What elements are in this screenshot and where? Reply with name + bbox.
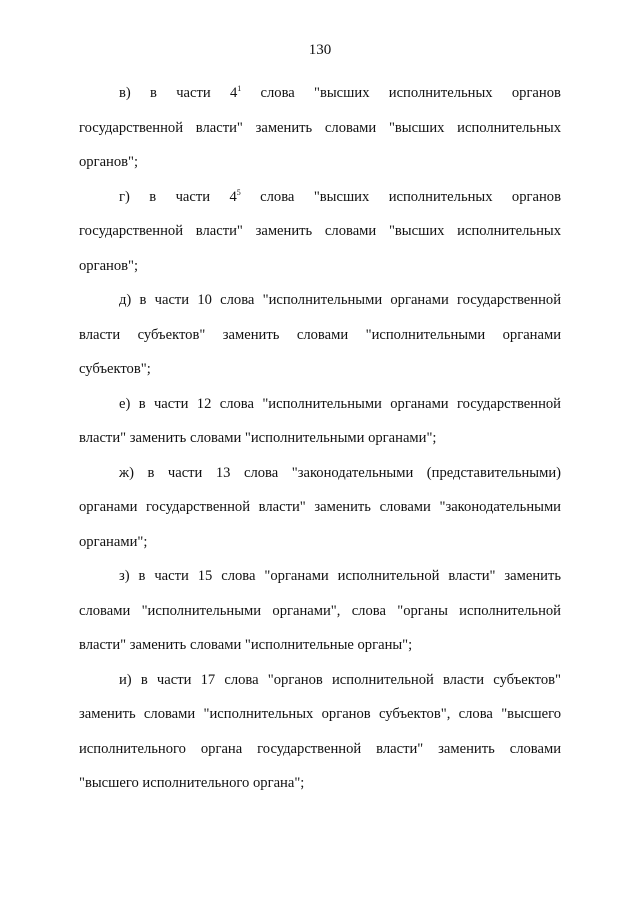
word: исполнительных	[388, 85, 493, 101]
text-line: ж) в части 13 слова "законодательными (представительными)	[119, 464, 561, 481]
word: слова	[260, 85, 295, 101]
paragraph-v-line-1	[119, 76, 561, 111]
paragraph-g-line-1	[119, 180, 561, 215]
paragraph-d	[79, 283, 561, 387]
text-line: з) в части 15 слова "органами исполнительной власти" заменить	[119, 568, 561, 584]
text-line: и) в части 17 слова "органов исполнительной власти субъектов"	[119, 671, 561, 688]
paragraph-zh	[79, 456, 561, 560]
text-line: е) в части 12 слова "исполнительными органами государственной	[119, 395, 561, 412]
text-line: заменить словами "исполнительных органов субъектов", слова "высшего	[79, 706, 561, 722]
text-line: "высшего исполнительного органа";	[79, 775, 305, 791]
word: органов	[511, 85, 561, 101]
word: исполнительных	[388, 188, 493, 205]
part-number: $4^5$	[229, 187, 241, 205]
text-line: власти субъектов" заменить словами "исполнительными органами	[79, 326, 561, 343]
word: "высших	[313, 188, 370, 205]
word: части	[176, 85, 211, 101]
paragraph-g	[79, 180, 561, 215]
text-line: власти" заменить словами "исполнительные органы";	[79, 637, 413, 653]
superscript: 5	[236, 187, 241, 197]
item-marker: г)	[119, 188, 130, 205]
text-line: субъектов";	[79, 361, 151, 377]
superscript: 1	[237, 84, 242, 93]
text-line: органов";	[79, 257, 139, 274]
paragraph-v-cont	[79, 111, 561, 180]
word: в	[149, 188, 157, 205]
text-line: исполнительного органа государственной власти" заменить словами	[79, 740, 561, 757]
text-line: органов";	[79, 154, 139, 170]
text-line: д) в части 10 слова "исполнительными органами государственной	[119, 292, 561, 308]
word: органов	[511, 188, 561, 205]
word: "высших	[314, 85, 370, 101]
text-line: государственной власти" заменить словами "высших исполнительных	[79, 223, 561, 239]
text-line: органами";	[79, 533, 148, 550]
word: в	[150, 85, 157, 101]
paragraph-v	[79, 76, 561, 111]
paragraph-g-cont	[79, 214, 561, 283]
text-line: власти" заменить словами "исполнительными органами";	[79, 430, 437, 446]
text-line: словами "исполнительными органами", слова "органы исполнительной	[79, 602, 561, 619]
word: части	[175, 188, 211, 205]
paragraph-z	[79, 559, 561, 663]
text-line: органами государственной власти" заменить словами "законодательными	[79, 499, 561, 515]
paragraph-e	[79, 387, 561, 456]
part-number: $4^1$	[229, 84, 242, 101]
page-number: 130	[308, 42, 332, 58]
item-marker: в)	[119, 85, 131, 101]
word: слова	[260, 188, 295, 205]
text-line: государственной власти" заменить словами "высших исполнительных	[79, 119, 561, 136]
paragraph-i	[79, 663, 561, 801]
document-body	[79, 76, 561, 801]
